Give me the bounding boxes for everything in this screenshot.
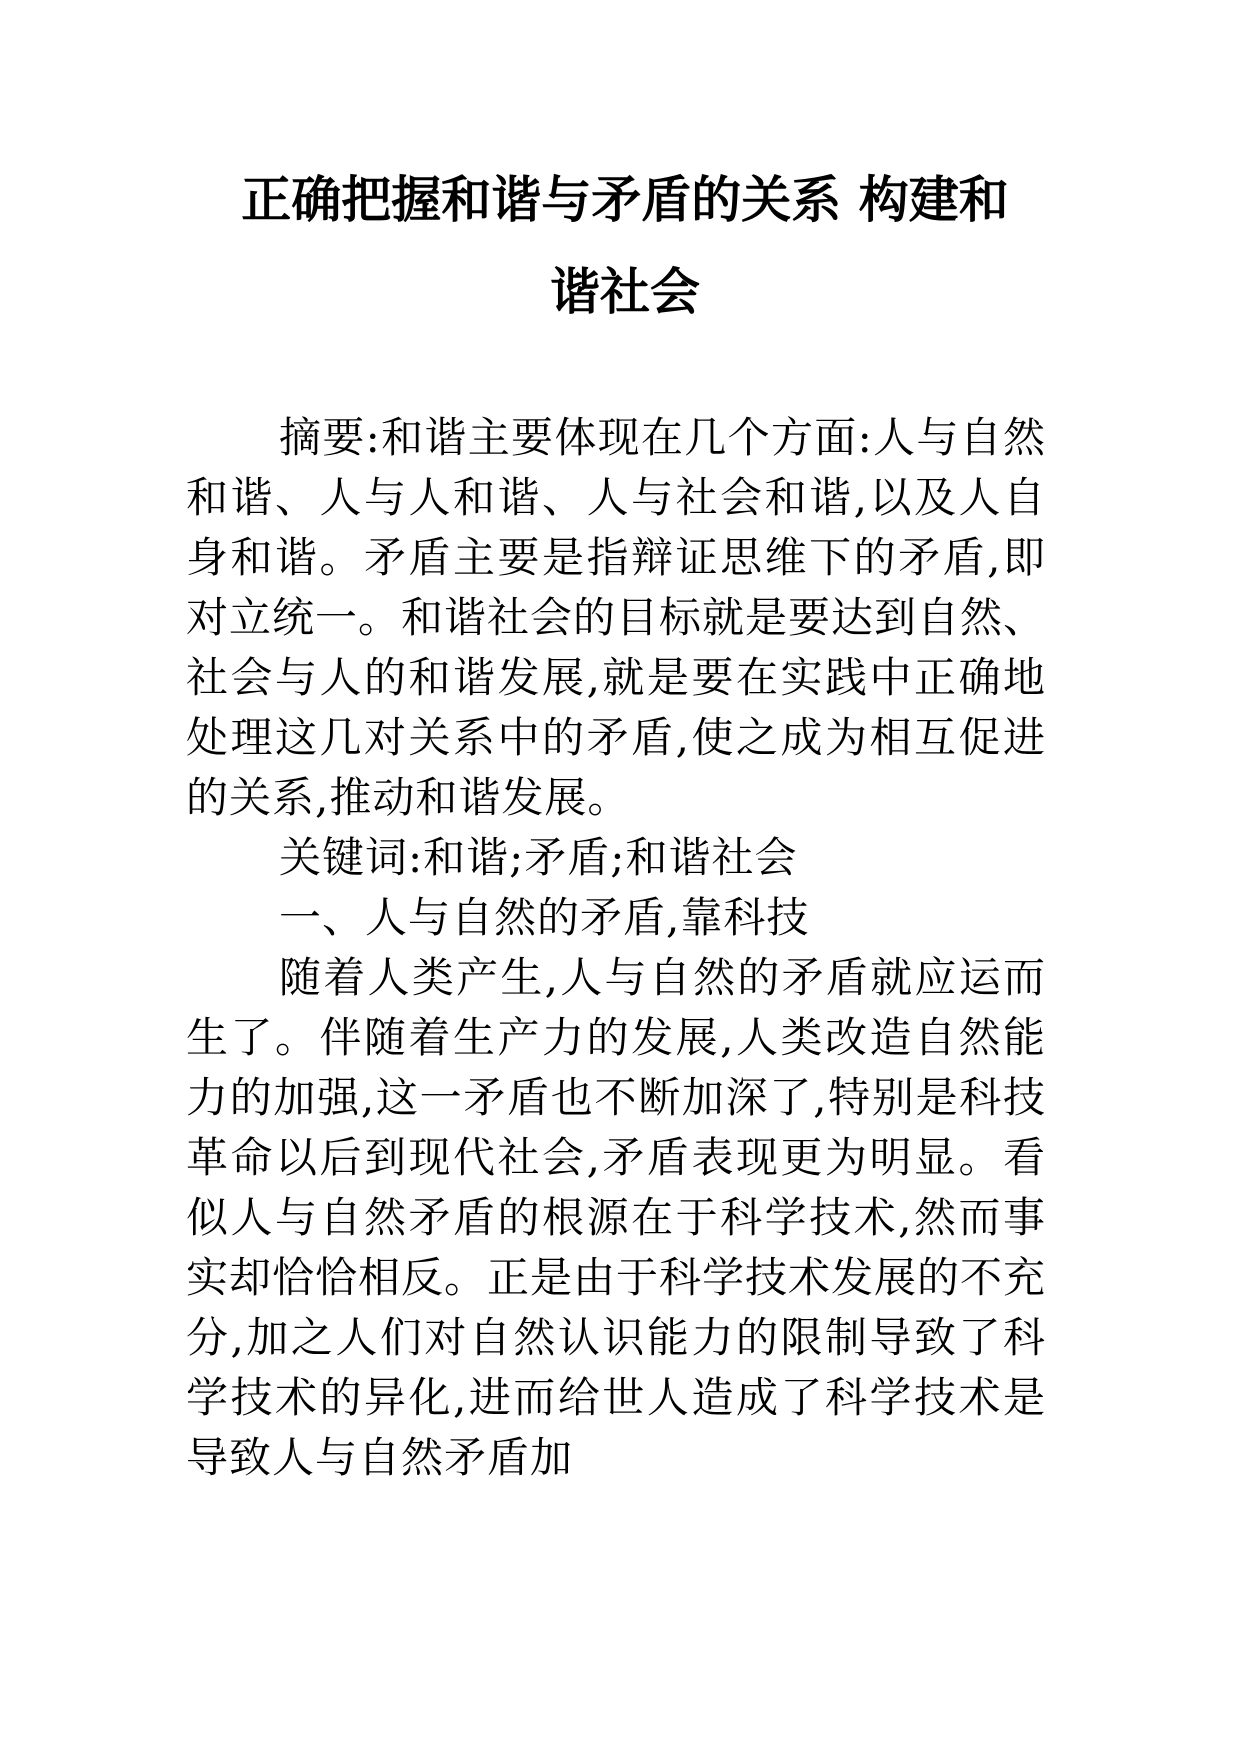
title-line-1: 正确把握和谐与矛盾的关系 构建和 bbox=[241, 171, 1009, 229]
abstract-paragraph: 摘要:和谐主要体现在几个方面:人与自然和谐、人与人和谐、人与社会和谐,以及人自身和谐。矛盾主要是指辩证思维下的矛盾,即对立统一。和谐社会的目标就是要达到自然、社会与人的和谐发展,就是要在实践中正确地处理这几对关系中的矛盾,使之成为相互促进的关系,推动和谐发展。 bbox=[186, 413, 1047, 822]
document-title bbox=[180, 154, 1070, 338]
keywords-paragraph: 关键词:和谐;矛盾;和谐社会 bbox=[279, 833, 798, 882]
document-body bbox=[186, 408, 1046, 1488]
section-heading: 一、人与自然的矛盾,靠科技 bbox=[279, 893, 810, 942]
body-paragraph: 随着人类产生,人与自然的矛盾就应运而生了。伴随着生产力的发展,人类改造自然能力的加强,这一矛盾也不断加深了,特别是科技革命以后到现代社会,矛盾表现更为明显。看似人与自然矛盾的根源在于科学技术,然而事实却恰恰相反。正是由于科学技术发展的不充分,加之人们对自然认识能力的限制导致了科学技术的异化,进而给世人造成了科学技术是导致人与自然矛盾加 bbox=[186, 953, 1047, 1482]
title-line-2: 谐社会 bbox=[550, 263, 700, 321]
